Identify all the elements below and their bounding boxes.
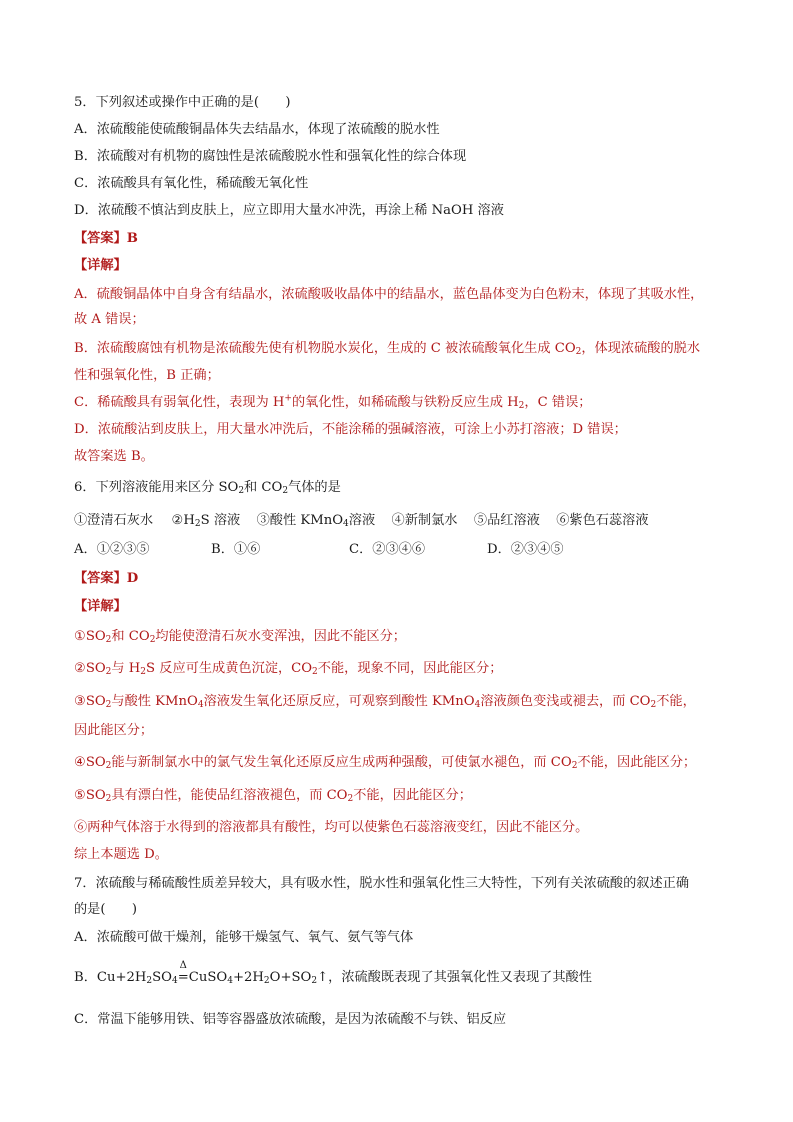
q6-explain-1: $①SO_2$和 $CO_2$均能使澄清石灰水变浑浊，因此不能区分； — [74, 629, 406, 645]
q7-option-c[interactable]: C．常温下能够用铁、铝等容器盛放浓硫酸，是因为浓硫酸不与铁、铝反应 — [74, 1012, 507, 1027]
q6-solution-4: ④新制氯水 — [391, 513, 458, 528]
q7-option-a[interactable]: A．浓硫酸可做干燥剂，能够干燥氢气、氧气、氨气等气体 — [74, 930, 414, 945]
q6-option-c[interactable]: C．②③④⑥ — [349, 542, 426, 557]
q6-detail-heading: 【详解】 — [74, 599, 127, 614]
q5-conclusion: 故答案选 B。 — [74, 449, 154, 464]
q5-explain-a-cont: 故 A 错误； — [74, 312, 145, 327]
q5-explain-c: C．稀硫酸具有弱氧化性，表现为 H+的氧化性，如稀硫酸与铁粉反应生成 $H_2$，C 错误； — [74, 393, 592, 411]
q6-answer: 【答案】D — [74, 571, 139, 586]
q5-explain-b: B．浓硫酸腐蚀有机物是浓硫酸先使有机物脱水炭化，生成的 C 被浓硫酸氧化生成 $CO_2$，体现浓硫酸的脱水 — [74, 341, 701, 357]
q6-options — [74, 543, 753, 558]
q5-option-b[interactable]: B．浓硫酸对有机物的腐蚀性是浓硫酸脱水性和强氧化性的综合体现 — [74, 149, 467, 164]
q7-option-b[interactable]: B．$Cu+2H_2SO_4$ Δ $=CuSO_4+2H_2O+SO_2↑$，浓硫酸既表现了其强氧化性又表现了其酸性 — [74, 960, 592, 986]
q6-solution-5: ⑤品红溶液 — [473, 513, 540, 528]
q6-explain-3-cont: 因此能区分； — [74, 723, 154, 738]
q6-conclusion: 综上本题选 D。 — [74, 847, 168, 862]
q5-explain-b-cont: 性和强氧化性，B 正确； — [74, 368, 220, 383]
q5-detail-heading: 【详解】 — [74, 258, 127, 273]
q6-option-b[interactable]: B．①⑥ — [211, 542, 261, 557]
q7-stem-cont: 的是( ) — [74, 902, 138, 917]
q6-solution-3: ③酸性 KMnO$_4$溶液 — [256, 513, 376, 529]
q7-stem: 7．浓硫酸与稀硫酸性质差异较大，具有吸水性，脱水性和强氧化性三大特性，下列有关浓硫酸的叙述正确 — [74, 876, 690, 891]
q6-option-a[interactable]: A．①②③⑤ — [74, 542, 150, 557]
q6-explain-5: $⑤SO_2$具有漂白性，能使品红溶液褪色，而 $CO_2$不能，因此能区分； — [74, 788, 472, 804]
q6-solution-2: $②H_2S$ 溶液 — [171, 513, 241, 529]
q6-option-d[interactable]: D．②③④⑤ — [487, 542, 564, 557]
q6-explain-3: $③SO_2$与酸性 KMnO$_4$溶液发生氧化还原反应，可观察到酸性 KMnO$_4$溶液颜色变浅或褪去，而 $CO_2$不能， — [74, 694, 696, 710]
q5-option-d[interactable]: D．浓硫酸不慎沾到皮肤上，应立即用大量水冲洗，再涂上稀 NaOH 溶液 — [74, 203, 504, 218]
q5-stem: 5．下列叙述或操作中正确的是( ) — [74, 95, 291, 110]
reaction-heat-equals: Δ = — [177, 960, 189, 985]
q6-explain-4: $④SO_2$能与新制氯水中的氯气发生氧化还原反应生成两种强酸，可使氯水褪色，而 $CO_2$不能，因此能区分； — [74, 755, 697, 771]
q5-answer: 【答案】B — [74, 231, 138, 246]
q6-solution-1: ①澄清石灰水 — [74, 513, 154, 528]
q6-explain-2: $②SO_2$与 $H_2S$ 反应可生成黄色沉淀，$CO_2$不能，现象不同，因此能区分； — [74, 661, 503, 677]
q5-explain-a: A．硫酸铜晶体中自身含有结晶水，浓硫酸吸收晶体中的结晶水，蓝色晶体变为白色粉末，体现了其吸水性， — [74, 287, 704, 302]
q6-explain-6: ⑥两种气体溶于水得到的溶液都具有酸性，均可以使紫色石蕊溶液变红，因此不能区分。 — [74, 820, 589, 835]
q5-explain-d: D．浓硫酸沾到皮肤上，用大量水冲洗后，不能涂稀的强碱溶液，可涂上小苏打溶液；D 错误； — [74, 422, 627, 437]
q6-solution-6: ⑥紫色石蕊溶液 — [556, 513, 649, 528]
q5-option-a[interactable]: A．浓硫酸能使硫酸铜晶体失去结晶水，体现了浓硫酸的脱水性 — [74, 122, 440, 137]
q6-solution-list — [74, 514, 753, 529]
q6-stem: 6．下列溶液能用来区分 $SO_2$和 $CO_2$气体的是 — [74, 480, 341, 496]
q5-option-c[interactable]: C．浓硫酸具有氧化性，稀硫酸无氧化性 — [74, 176, 309, 191]
